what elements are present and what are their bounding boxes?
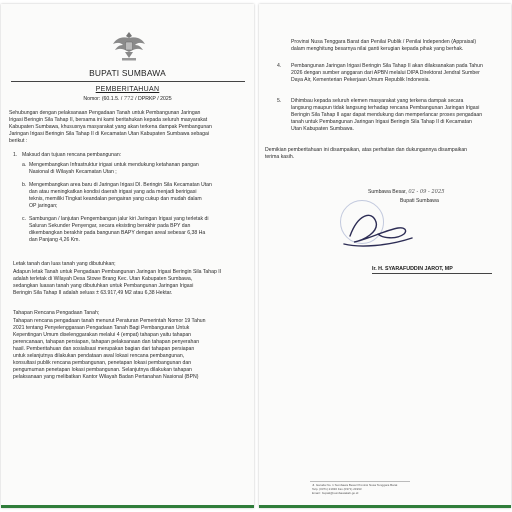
footer-divider <box>310 481 410 482</box>
body-line: Beringin Sila Tahap II adalah seluas ± 63.917,49 M2 atau 6,38 Hektar. <box>13 290 173 296</box>
body-line: Provinsi Nusa Tenggara Barat dan Penilai Publik / Penilai Independen (Appraisal) <box>291 39 477 45</box>
item-line: Mengembangkan Infrastruktur irigasi untuk mendukung ketahanan pangan <box>29 162 199 168</box>
signature-scribble <box>330 204 420 254</box>
item-line: 2026 dengan sumber anggaran dari APBN melalui DIPA Direktorat Jendral Sumber <box>291 70 480 76</box>
list-number: 4. <box>277 63 282 69</box>
item-line: Mengembangkan area baru di Jaringan Irigasi DI. Beringin Sila Kecamatan Utan <box>29 182 212 188</box>
item-line: dan Panjang 4,26 Km. <box>29 237 80 243</box>
item-line: Utan Kabupaten Sumbawa. <box>291 126 354 132</box>
intro-line: berikut : <box>9 138 28 144</box>
body-line: pelaksanaan yang melibatkan Kantor Wilayah Badan Pertanahan Nasional (BPN) <box>13 374 199 380</box>
letterhead-rule <box>11 81 245 82</box>
signature-rule <box>372 273 492 274</box>
intro-line: Kabupaten Sumbawa, khususnya masyarakat yang akan terkena dampak Pembangunan <box>9 124 212 130</box>
body-line: 2021 tentang Penyelenggaraan Pengadaan Tanah Bagi Pembangunan Untuk <box>13 325 190 331</box>
intro-line: Jaringan Irigasi Beringin Sila Tahap II di Kecamatan Utan Kabupaten Sumbawa sebagai <box>9 131 209 137</box>
body-line: pengumuman penetapan lokasi pembangunan. Selanjutnya dilakukan tahapan <box>13 367 192 373</box>
garuda-emblem-icon <box>112 30 146 62</box>
closing-line: terima kasih. <box>265 154 295 160</box>
intro-line: Irigasi Beringin Sila Tahap II, bersama ini kami beritahukan kepada seluruh masyarakat <box>9 117 208 123</box>
item-line: Sambungan / lanjutan Pengembangan jalur kiri Jaringan Irigasi yang terletak di <box>29 216 209 222</box>
body-line: untuk selanjutnya dilakukan pendataan awal lokasi rencana pembangunan, <box>13 353 185 359</box>
item-line: Nasional di Wilayah Kecamatan Utan ; <box>29 169 117 175</box>
section-lead: Tahapan Rencana Pengadaan Tanah; <box>13 310 100 316</box>
handwritten-number: 772 <box>123 96 134 102</box>
list-number: 5. <box>277 98 282 104</box>
list-number: 1. <box>13 152 18 158</box>
sub-letter: c. <box>22 216 26 222</box>
item-line: Dihimbau kepada seluruh elemen masyarakat yang terkena dampak secara <box>291 98 464 104</box>
item-line: dikembangkan berakhir pada bangunan BAPY dengan areal sebesar 6,38 Ha <box>29 230 206 236</box>
item-line: Saluran Sekunder Penyengar, secara eksisting berakhir pada BPY dan <box>29 223 191 229</box>
item-line: teknis, memiliki Tingkat keandalan pengairan yang cukup dan mudah dalam <box>29 196 202 202</box>
item-line: dan atau meningkatkan kondisi daerah irigasi yang ada menjadi beririgasi <box>29 189 197 195</box>
body-line: dalam menghitung besarnya nilai ganti kerugian kepada pihak yang berhak. <box>291 46 464 52</box>
closing-line: Demikian pemberitahuan ini disampaikan, atas perhatian dan dukungannya disampaikan <box>265 147 468 153</box>
document-number: Nomor: (60.1.5. / 772 / DPRKP / 2025 <box>83 96 172 102</box>
section-lead: Letak tanah dan luas tanah yang dibutuhkan; <box>13 261 116 267</box>
sub-letter: b. <box>22 182 27 188</box>
document-heading: PEMBERITAHUAN <box>95 86 160 93</box>
body-line: Kepentingan Umum diselenggarakan melalui 4 (empat) tahapan yaitu tahapan <box>13 332 192 338</box>
sub-letter: a. <box>22 162 27 168</box>
signatory-name: Ir. H. SYARAFUDDIN JAROT, MP <box>372 266 453 272</box>
item-line: OP jaringan; <box>29 203 58 209</box>
body-line: konsultasi publik rencana pembangunan, penetapan lokasi pembangunan dan <box>13 360 192 366</box>
body-line: Adapun letak Tanah untuk Pengadaan Pembangunan Jaringan Irigasi Beringin Sila Tahap II <box>13 269 222 275</box>
letter-page-2 <box>259 4 511 508</box>
letter-page-1 <box>1 4 254 508</box>
body-line: Tahapan rencana pengadaan tanah menurut Peraturan Pemerintah Nomor 19 Tahun <box>13 318 206 324</box>
item-line: langsung maupun tidak langsung terhadap rencana Pembangunan Jaringan Irigasi <box>291 105 480 111</box>
item-line: Pembangunan Jaringan Irigasi Beringin Sila Tahap II akan dilaksanakan pada Tahun <box>291 63 483 69</box>
signatory-title: Bupati Sumbawa <box>400 198 439 204</box>
handwritten-date: 02 - 09 - 2025 <box>408 189 445 195</box>
signing-place-date: Sumbawa Besar, 02 - 09 - 2025 <box>368 189 445 195</box>
footer-phone: Telp. (0371) 21930 Fax (0371) 21993 <box>312 487 362 491</box>
footer-email: Email : bupati@sumbawakab.go.id <box>312 491 359 495</box>
body-line: adalah terletak di Wilayah Desa Stowe Brang Kec. Utan Kabupaten Sumbawa, <box>13 276 193 282</box>
body-line: hasil. Pemberitahuan dan sosialisasi merupakan bagian dari tahapan persiapan <box>13 346 195 352</box>
section-lead: Maksud dan tujuan rencana pembangunan: <box>22 152 122 158</box>
item-line: tanah untuk Pembangunan Jaringan Irigasi Beringin Sila Tahap II di Kecamatan <box>291 119 472 125</box>
item-line: Daya Air, Kementerian Pekerjaan Umum Republik Indonesia. <box>291 77 430 83</box>
footer-address: Jl. Garuda No. 1 Sumbawa Besar Provinsi Nusa Tenggara Barat <box>312 483 398 487</box>
issuer-title: BUPATI SUMBAWA <box>89 68 166 78</box>
body-line: sedangkan luasan tanah yang dibutuhkan untuk Pembangunan Jaringan Irigasi <box>13 283 194 289</box>
item-line: Beringin Sila Tahap II agar dapat mendukung dan memperlancar proses pengadaan <box>291 112 483 118</box>
intro-line: Sehubungan dengan pelaksanaan Pengadaan Tanah untuk Pembangunan Jaringan <box>9 110 201 116</box>
body-line: perencanaan, tahapan persiapan, tahapan pelaksanaan dan tahapan penyerahan <box>13 339 200 345</box>
